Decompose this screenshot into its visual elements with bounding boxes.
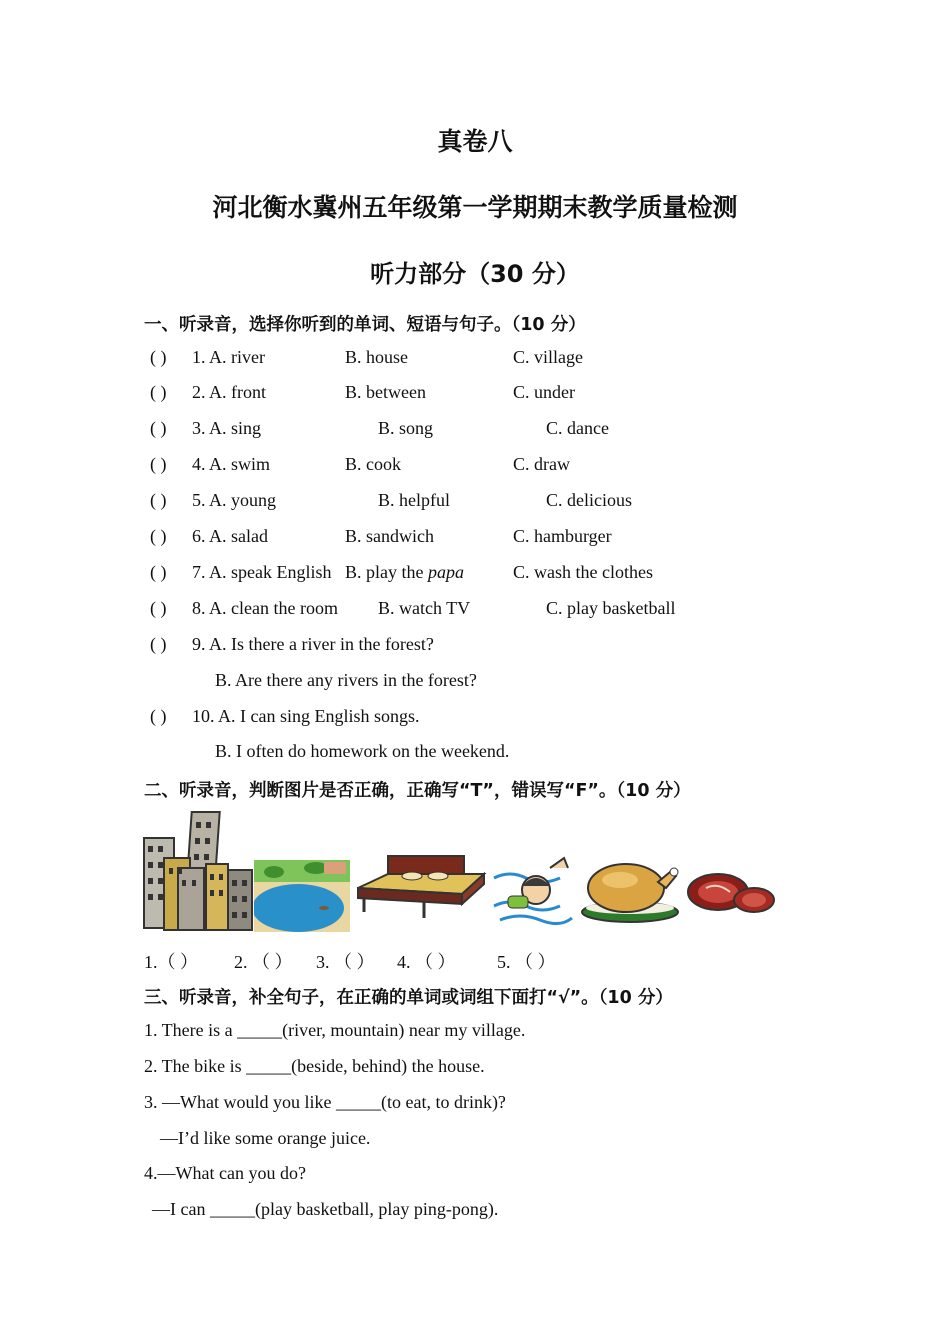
q3-option-a: 3. A. sing [192,418,262,438]
section2-heading: 二、听录音，判断图片是否正确，正确写“T”，错误写“F”。（10 分） [144,781,691,801]
s3-line-2: 2. The bike is _____(beside, behind) the house. [144,1056,485,1076]
q7-option-a: 7. A. speak English [192,562,332,582]
city-buildings-icon [142,808,254,934]
answer-paren: ( ) [150,634,167,654]
answer-1: 1.（ ） [144,952,198,972]
q6-option-a: 6. A. salad [192,526,268,546]
roast-chicken-icon [578,808,682,934]
q6-option-c: C. hamburger [513,526,612,546]
answer-4: 4. （ ） [397,952,456,972]
answer-paren: ( ) [150,598,167,618]
q9-option-a: 9. A. Is there a river in the forest? [192,634,434,654]
s3-line-3: 3. —What would you like _____(to eat, to drink)? [144,1092,506,1112]
picture-swimming [490,808,574,934]
q6-option-b: B. sandwich [345,526,434,546]
s3-line-4-answer: —I can _____(play basketball, play ping-pong). [152,1199,499,1219]
answer-paren: ( ) [150,454,167,474]
q3-option-b: B. song [378,418,434,438]
q7-option-b [345,562,464,583]
meat-icon [684,808,776,934]
q8-option-a: 8. A. clean the room [192,598,338,618]
answer-paren: ( ) [150,526,167,546]
exam-title: 真卷八 [437,127,513,156]
bed-icon [354,808,488,934]
answer-paren: ( ) [150,418,167,438]
part-title: 听力部分（30 分） [370,260,580,288]
q7-option-b-italic: papa [428,562,464,582]
answer-paren: ( ) [150,490,167,510]
q4-option-a: 4. A. swim [192,454,271,474]
q7-option-c: C. wash the clothes [513,562,653,582]
q8-option-b: B. watch TV [378,598,471,618]
q3-option-c: C. dance [546,418,609,438]
q10-option-a: 10. A. I can sing English songs. [192,706,420,726]
s3-line-4: 4.—What can you do? [144,1163,306,1183]
answer-3: 3. （ ） [316,952,375,972]
q4-option-b: B. cook [345,454,401,474]
answer-5: 5. （ ） [497,952,556,972]
q2-option-a: 2. A. front [192,382,266,402]
swimming-boy-icon [490,808,574,934]
exam-subtitle: 河北衡水冀州五年级第一学期期末教学质量检测 [212,193,738,222]
answer-paren: ( ) [150,562,167,582]
section1-heading: 一、听录音，选择你听到的单词、短语与句子。（10 分） [144,315,586,335]
picture-bed [354,808,488,934]
section3-heading: 三、听录音，补全句子，在正确的单词或词组下面打“√”。（10 分） [144,988,673,1008]
q2-option-b: B. between [345,382,426,402]
answer-paren: ( ) [150,347,167,367]
picture-city [142,808,254,934]
answer-paren: ( ) [150,382,167,402]
q1-option-b: B. house [345,347,408,367]
q2-option-c: C. under [513,382,575,402]
picture-chicken [578,808,682,934]
q7-option-b-prefix: B. play the [345,562,428,582]
beach-lake-icon [254,808,350,934]
q5-option-c: C. delicious [546,490,632,510]
s3-line-1: 1. There is a _____(river, mountain) near my village. [144,1020,526,1040]
answer-2: 2. （ ） [234,952,293,972]
q5-option-b: B. helpful [378,490,450,510]
q1-option-a: 1. A. river [192,347,265,367]
q1-option-c: C. village [513,347,583,367]
q5-option-a: 5. A. young [192,490,277,510]
picture-meat [684,808,776,934]
q4-option-c: C. draw [513,454,570,474]
answer-paren: ( ) [150,706,167,726]
picture-beach [254,808,350,934]
q9-option-b: B. Are there any rivers in the forest? [215,670,477,690]
q8-option-c: C. play basketball [546,598,676,618]
s3-line-3-answer: —I’d like some orange juice. [160,1128,371,1148]
q10-option-b: B. I often do homework on the weekend. [215,741,510,761]
